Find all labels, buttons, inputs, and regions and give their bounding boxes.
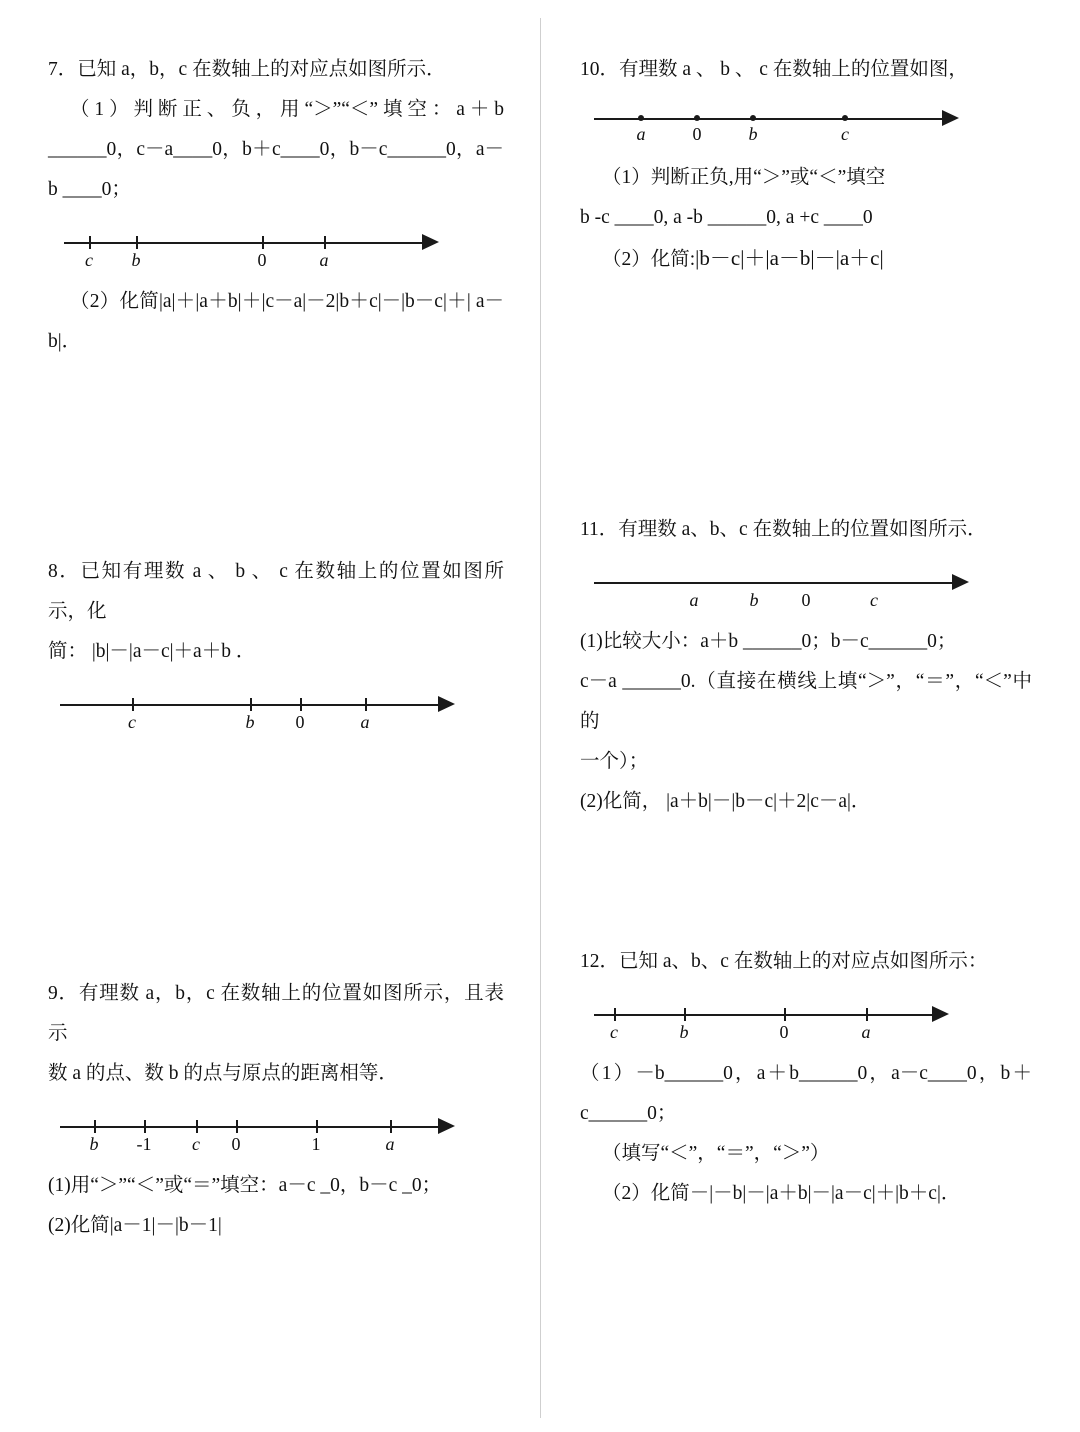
problem-12-part1: （1）－b______0，a＋b______0，a－c____0，b＋c______0； (580, 1063, 1032, 1124)
axis-label: c (870, 590, 878, 610)
problem-8 (48, 552, 504, 740)
problem-7-part1-items: a＋b ______0，c－a____0，b＋c____0，b－c______0，a－b ____0； (48, 99, 504, 200)
axis-label: a (861, 1022, 871, 1042)
problem-10-part2 (580, 238, 1032, 280)
tick (684, 1008, 686, 1021)
tick (365, 698, 367, 711)
problem-7-stem-text: 已知 a，b，c 在数轴上的对应点如图所示． (77, 59, 446, 80)
axis-label: b (748, 124, 758, 144)
problem-9-stem2: 数 a 的点、数 b 的点与原点的距离相等． (48, 1063, 398, 1084)
axis-label: b (89, 1134, 99, 1154)
point-dot (750, 115, 756, 121)
spacer (580, 822, 1032, 902)
tick (324, 236, 326, 249)
spacer (580, 280, 1032, 430)
problem-10-part1-items: b -c ____0, a -b ______0, a +c ____0 (580, 207, 873, 228)
left-column (48, 50, 540, 1410)
problem-10-part1: （1）判断正负,用“＞”或“＜”填空 (602, 167, 886, 188)
spacer (48, 512, 504, 552)
problem-9-stem (48, 974, 504, 1054)
problem-12-part1b: （填写“＜”，“＝”，“＞”） (602, 1143, 830, 1164)
axis-label: 0 (231, 1134, 241, 1154)
problem-10-numberline (594, 96, 994, 154)
spacer (48, 362, 504, 512)
spacer (580, 902, 1032, 942)
axis-arrow (438, 1118, 455, 1134)
problem-11-part1: (1)比较大小：a＋b ______0；b－c______0； (580, 631, 957, 652)
problem-12-part2: （2）化简－|－b|－|a＋b|－|a－c|＋|b＋c|． (602, 1183, 961, 1204)
problem-10-stem-text: 有理数 a 、 b 、 c 在数轴上的位置如图， (619, 59, 968, 80)
axis-label: 0 (779, 1022, 789, 1042)
tick (250, 698, 252, 711)
axis-label: c (85, 250, 93, 270)
axis-label: a (636, 124, 646, 144)
problem-8-stem-text: 已知有理数 a 、 b 、 c 在数轴上的位置如图所示，化 (48, 561, 504, 622)
tick (236, 1120, 238, 1133)
problem-7-part1 (48, 90, 504, 210)
problem-11-part1c: 一个）； (580, 751, 649, 772)
axis-label: a (689, 590, 699, 610)
tick (89, 236, 91, 249)
problem-8-numberline (60, 678, 480, 740)
axis-label: b (679, 1022, 689, 1042)
spacer (580, 430, 1032, 510)
problem-12-stem (580, 942, 1032, 982)
axis-label: c (192, 1134, 200, 1154)
axis-line (594, 582, 954, 584)
axis-line (60, 1126, 440, 1128)
problem-11-part1b: c－a ______0.（直接在横线上填“＞”，“＝”，“＜”中的 (580, 671, 1032, 732)
problem-11-stem-text: 有理数 a、b、c 在数轴上的位置如图所示． (618, 519, 987, 540)
tick (132, 698, 134, 711)
problem-12-numberline (594, 988, 994, 1050)
axis-line (594, 1014, 934, 1016)
right-column (540, 50, 1032, 1410)
spacer (48, 894, 504, 974)
spacer (48, 744, 504, 894)
problem-7-numberline (64, 216, 464, 278)
point-dot (842, 115, 848, 121)
problem-7-part1-prefix: （1）判断正、负，用“＞”“＜”填空： (70, 99, 457, 120)
point-dot (638, 115, 644, 121)
tick (316, 1120, 318, 1133)
problem-7-part2: （2）化简|a|＋|a＋b|＋|c－a|－2|b＋c|－|b－c|＋| a－b|． (48, 291, 504, 352)
axis-label: c (841, 124, 849, 144)
problem-10-part2-expr: |b－c|＋|a－b|－|a＋c| (695, 246, 884, 270)
axis-label: 0 (692, 124, 702, 144)
tick (136, 236, 138, 249)
axis-line (64, 242, 424, 244)
problem-7-number: 7． (48, 59, 78, 80)
axis-label: c (610, 1022, 618, 1042)
axis-label: b (749, 590, 759, 610)
problem-12 (580, 942, 1032, 1214)
axis-label: a (360, 712, 370, 732)
axis-arrow (422, 234, 439, 250)
problem-12-stem-text: 已知 a、b、c 在数轴上的对应点如图所示： (619, 951, 988, 972)
axis-line (594, 118, 944, 120)
problem-9-part2: (2)化简|a－1|－|b－1| (48, 1215, 222, 1236)
tick (144, 1120, 146, 1133)
axis-label: c (128, 712, 136, 732)
problem-9-stem-text: 有理数 a，b，c 在数轴上的位置如图所示，且表示 (48, 983, 504, 1044)
problem-9 (48, 974, 504, 1246)
two-column-layout (48, 50, 1032, 1410)
point-dot (694, 115, 700, 121)
problem-11-stem (580, 510, 1032, 550)
axis-arrow (952, 574, 969, 590)
problem-8-stem (48, 552, 504, 632)
problem-10-number: 10． (580, 59, 620, 80)
problem-9-part1: (1)用“＞”“＜”或“＝”填空：a－c _0，b－c _0； (48, 1175, 442, 1196)
problem-7-stem (48, 50, 504, 90)
tick (262, 236, 264, 249)
tick (614, 1008, 616, 1021)
tick (196, 1120, 198, 1133)
problem-9-number: 9． (48, 983, 79, 1004)
axis-label: 0 (801, 590, 811, 610)
axis-arrow (942, 110, 959, 126)
problem-9-numberline (60, 1100, 480, 1162)
problem-10-stem (580, 50, 1032, 90)
axis-label: 0 (295, 712, 305, 732)
axis-label: 0 (257, 250, 267, 270)
axis-label: b (131, 250, 141, 270)
problem-11-part2: (2)化简， |a＋b|－|b－c|＋2|c－a|． (580, 791, 871, 812)
axis-arrow (438, 696, 455, 712)
problem-11 (580, 510, 1032, 822)
tick (300, 698, 302, 711)
problem-8-number: 8． (48, 561, 81, 582)
axis-arrow (932, 1006, 949, 1022)
axis-label: -1 (136, 1134, 152, 1154)
problem-8-stem2: 简： |b|－|a－c|＋a＋b ． (48, 641, 256, 662)
problem-11-numberline (594, 556, 994, 618)
tick (866, 1008, 868, 1021)
axis-label: 1 (311, 1134, 321, 1154)
problem-12-number: 12． (580, 951, 620, 972)
problem-7 (48, 50, 504, 362)
problem-11-number: 11． (580, 519, 619, 540)
axis-label: a (319, 250, 329, 270)
tick (390, 1120, 392, 1133)
problem-10 (580, 50, 1032, 280)
problem-10-part2-prefix: （2）化简: (602, 249, 696, 270)
tick (784, 1008, 786, 1021)
tick (94, 1120, 96, 1133)
axis-label: a (385, 1134, 395, 1154)
axis-label: b (245, 712, 255, 732)
